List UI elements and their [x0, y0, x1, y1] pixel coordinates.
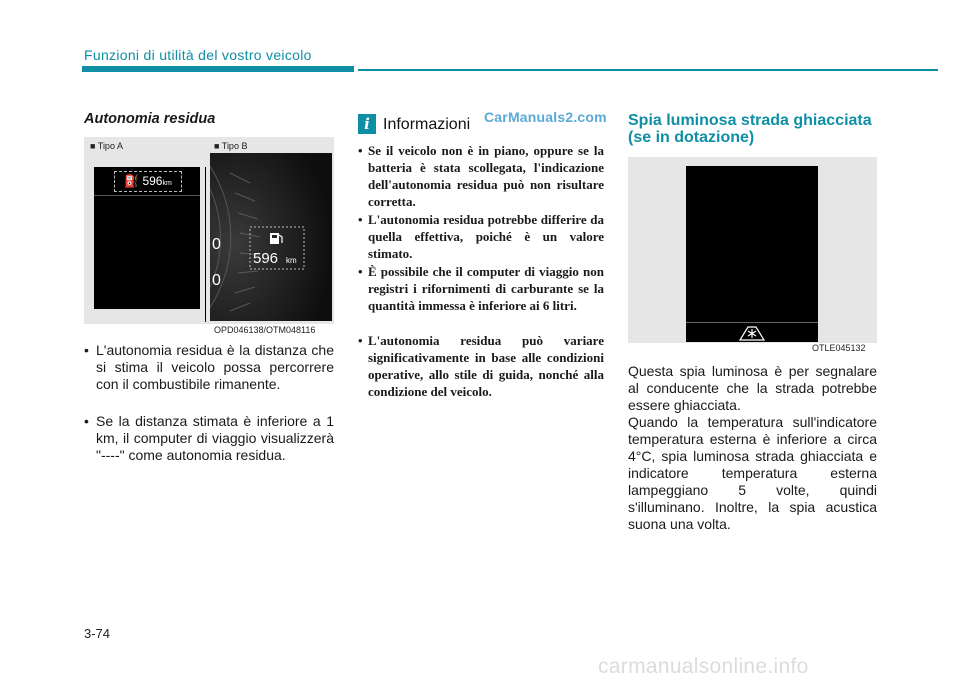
- gauge-digit-1: 0: [212, 236, 221, 253]
- page-number: 3-74: [84, 626, 111, 641]
- list-item-text: L'autonomia residua è la distanza che si stima il veicolo possa percorrere con il combustibile rimanente.: [96, 342, 334, 392]
- bullet-dot: •: [358, 333, 363, 348]
- range-figure: [84, 137, 334, 324]
- fuel-pump-icon: ⛽: [124, 174, 140, 188]
- watermark: CarManuals2.com: [484, 109, 607, 125]
- bullet-dot: •: [358, 212, 363, 227]
- type-b-label: ■ Tipo B: [214, 141, 248, 151]
- paragraph: Quando la temperatura sull'indicatore temperatura esterna è inferiore a circa 4°C, spia luminosa strada ghiacciata e indicatore temperatura esterna lampeggiano 5 volte, quindi s'illuminano. Inoltre, la spia acustica suona una volta.: [628, 414, 877, 532]
- range-heading: Autonomia residua: [84, 111, 216, 127]
- list-item-text: L'autonomia residua potrebbe differire da quella effettiva, poiché è un valore stimato.: [368, 212, 604, 261]
- type-a-range-readout: [114, 171, 182, 192]
- header-rule-thin: [358, 69, 938, 71]
- bullet-dot: •: [358, 143, 363, 158]
- section-title: Funzioni di utilità del vostro veicolo: [84, 47, 312, 63]
- list-item: [84, 413, 334, 464]
- type-a-label: ■ Tipo A: [90, 141, 123, 151]
- info-heading: Informazioni: [383, 116, 471, 133]
- type-b-range-value: 596: [253, 250, 279, 267]
- type-a-separator: [94, 195, 200, 196]
- list-item: [358, 211, 604, 262]
- icy-road-figure: [628, 157, 877, 343]
- type-a-range-value: 596: [142, 174, 163, 188]
- figure-divider: [205, 167, 206, 322]
- paragraph: Questa spia luminosa è per segnalare al conducente che la strada potrebbe essere ghiacciata.: [628, 363, 877, 413]
- icy-road-heading: Spia luminosa strada ghiacciata (se in dotazione): [628, 112, 872, 146]
- list-item: [358, 263, 604, 314]
- type-b-display: [210, 153, 332, 321]
- bullet-dot: •: [358, 264, 363, 279]
- type-b-range-unit: km: [286, 256, 297, 265]
- icy-road-icon: [738, 325, 766, 341]
- list-item: [358, 332, 604, 400]
- list-item: [84, 342, 334, 393]
- bullet-dot: •: [84, 342, 89, 358]
- list-item-text: L'autonomia residua può variare significativamente in base alle condizioni operative, allo stile di guida, nonché alla condizione del veicolo.: [368, 333, 604, 399]
- figure-code: OTLE045132: [812, 343, 866, 353]
- cluster-display: [686, 166, 818, 342]
- type-a-display: [94, 167, 200, 309]
- footer-watermark: carmanualsonline.info: [598, 655, 809, 678]
- display-separator: [686, 322, 818, 323]
- gauge-digit-2: 0: [212, 272, 221, 289]
- type-a-range-unit: km: [162, 180, 172, 187]
- type-b-gauge: [210, 153, 332, 321]
- figure-code: OPD046138/OTM048116: [214, 325, 316, 335]
- list-item-text: Se la distanza stimata è inferiore a 1 km, il computer di viaggio visualizzerà "----" come autonomia residua.: [96, 413, 334, 463]
- info-icon: i: [358, 114, 376, 134]
- header-rule-thick: [82, 66, 354, 72]
- list-item-text: È possibile che il computer di viaggio non registri i rifornimenti di carburante se la quantità immessa è inferiore ai 6 litri.: [368, 264, 604, 313]
- bullet-dot: •: [84, 413, 89, 429]
- list-item-text: Se il veicolo non è in piano, oppure se la batteria è stata scollegata, l'indicazione dell'autonomia residua può non risultare corretta.: [368, 143, 604, 209]
- list-item: [358, 142, 604, 210]
